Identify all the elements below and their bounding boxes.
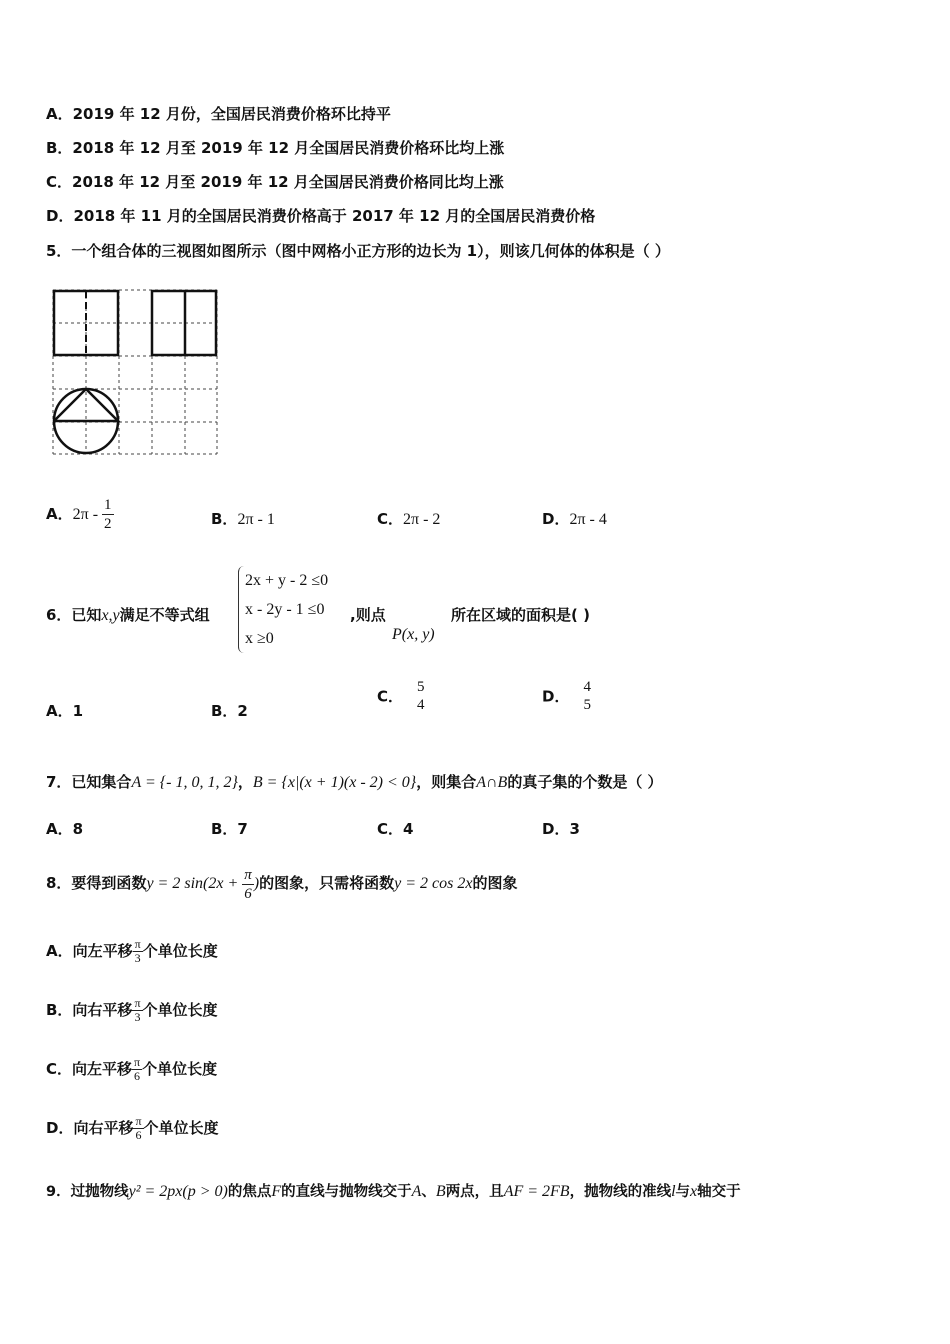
q7-intersection: A∩B	[476, 774, 508, 791]
q5-option-b-expr: 2π - 1	[237, 511, 275, 528]
q6-vars: x,y	[101, 607, 120, 624]
q9-condition: AF = 2FB	[503, 1183, 570, 1200]
q4-option-a: A．2019 年 12 月份，全国居民消费价格环比持平	[46, 105, 391, 123]
q6-then-point: ,则点	[350, 606, 386, 624]
q6-point: P(x, y)	[392, 626, 435, 643]
q6-inequality-2: x - 2y - 1 ≤0	[245, 601, 325, 618]
q7-stem: 7．已知集合A = {- 1, 0, 1, 2}，B = {x|(x + 1)(x - 2) < 0}，则集合A∩B的真子集的个数是（ ）	[46, 773, 663, 791]
q8-stem: 8．要得到函数y = 2 sin(2x + $\frac{\pi}{6}$ )的图象，只需将函数y = 2 cos 2x的图象	[46, 867, 518, 902]
q8-option-b: B．向右平移 $\frac{\pi}{3}$ 个单位长度	[46, 996, 218, 1024]
q9-stem: 9．过抛物线y² = 2px(p > 0)的焦点F的直线与抛物线交于A、B两点，且AF = 2FB，抛物线的准线l与x轴交于	[46, 1183, 741, 1200]
q5-option-a-fraction: $\frac{1}{2}$	[104, 497, 112, 532]
q7-set-a: A = {- 1, 0, 1, 2}	[131, 774, 238, 791]
q6-option-b: B．2	[211, 702, 248, 720]
q4-option-d: D．2018 年 11 月的全国居民消费价格高于 2017 年 12 月的全国居民消费价格	[46, 207, 596, 225]
q5-stem: 5．一个组合体的三视图如图所示（图中网格小正方形的边长为 1），则该几何体的体积是（ ）	[46, 242, 670, 260]
q4-option-c: C．2018 年 12 月至 2019 年 12 月全国居民消费价格同比均上涨	[46, 173, 504, 191]
q5-option-a-expr: 2π -	[72, 506, 103, 523]
q6-option-d-fraction: 4 5	[583, 679, 591, 713]
q7-option-c: C．4	[377, 820, 414, 838]
q9-parabola: y² = 2px(p > 0)	[128, 1183, 228, 1200]
q6-inequality-system	[238, 566, 328, 653]
q8-option-d: D．向右平移 $\frac{\pi}{6}$ 个单位长度	[46, 1114, 219, 1142]
q6-inequality-1: 2x + y - 2 ≤0	[245, 572, 329, 589]
q6-question: 所在区域的面积是( )	[451, 606, 590, 624]
q5-option-d-label: D．	[542, 510, 570, 528]
q5-option-b-label: B．	[211, 510, 238, 528]
q6-option-c-label: C．	[377, 687, 404, 706]
q8-function-g: y = 2 cos 2x	[394, 875, 473, 893]
q8-option-c: C．向左平移 $\frac{\pi}{6}$ 个单位长度	[46, 1055, 218, 1083]
q6-inequality-3: x ≥0	[245, 630, 274, 647]
q6-option-c-fraction: 5 4	[417, 679, 425, 713]
q7-option-b: B．7	[211, 820, 248, 838]
q6-option-a: A．1	[46, 702, 84, 720]
q8-option-a: A．向左平移 $\frac{\pi}{3}$ 个单位长度	[46, 937, 218, 965]
q4-option-b: B．2018 年 12 月至 2019 年 12 月全国居民消费价格环比均上涨	[46, 139, 505, 157]
three-view-figure	[50, 287, 220, 457]
q7-option-a: A．8	[46, 820, 84, 838]
q7-option-d: D．3	[542, 820, 580, 838]
q6-option-d-label: D．	[542, 687, 570, 706]
q5-option-c-expr: 2π - 2	[403, 511, 441, 528]
q7-set-b: B = {x|(x + 1)(x - 2) < 0}	[252, 774, 417, 791]
q5-option-c-label: C．	[377, 510, 404, 528]
q5-option-a-label: A．	[46, 505, 73, 523]
q5-option-d-expr: 2π - 4	[569, 511, 607, 528]
q6-stem: 6．已知x,y满足不等式组	[46, 606, 210, 624]
q8-function-f: y = 2 sin(2x + $\frac{\pi}{6}$ )	[146, 867, 260, 902]
